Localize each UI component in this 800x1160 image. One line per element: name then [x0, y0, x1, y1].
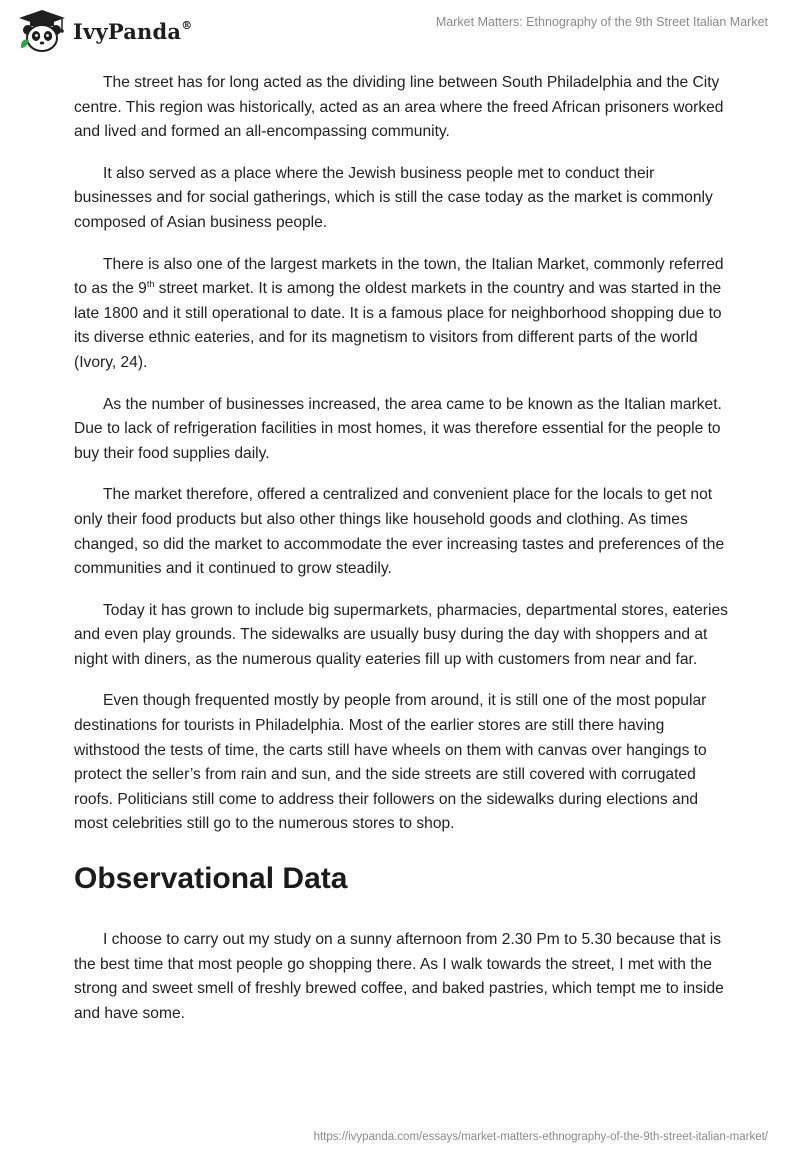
paragraph-2: It also served as a place where the Jewish business people met to conduct their businesses and for social gatherings, which is still the case today as the market is commonly composed of Asian business people. [74, 164, 713, 231]
ivypanda-logo[interactable] [16, 8, 192, 54]
registered-mark: ® [181, 18, 193, 32]
brand-wordmark: IvyPanda [73, 18, 182, 44]
source-url[interactable]: https://ivypanda.com/essays/market-matters-ethnography-of-the-9th-street-italian-market/ [313, 1131, 768, 1143]
panda-graduate-icon [16, 8, 68, 54]
paragraph-7: Even though frequented mostly by people from around, it is still one of the most popular destinations for tourists in Philadelphia. Most of the earlier stores are still there having withstood the tests of time, the carts still have wheels on them with canvas over hangings to protect the seller’s from rain and sun, and the side streets are still covered with corrugated roofs. Politicians still come to address their followers on the sidewalks during elections and most celebrities still go to the numerous stores to shop. [74, 692, 707, 833]
paragraph-1: The street has for long acted as the dividing line between South Philadelphia and the City centre. This region was historically, acted as an area where the freed African prisoners worked and lived and formed an all-encompassing community. [74, 74, 724, 141]
paragraph-6: Today it has grown to include big supermarkets, pharmacies, departmental stores, eateries and even play grounds. The sidewalks are usually busy during the day with shoppers and at night with diners, as the numerous quality eateries fill up with customers from near and far. [74, 601, 728, 668]
section-paragraph-1: I choose to carry out my study on a sunny afternoon from 2.30 Pm to 5.30 because that is the best time that most people go shopping there. As I walk towards the street, I met with the strong and sweet smell of freshly brewed coffee, and baked pastries, which tempt me to inside and have some. [74, 931, 724, 1022]
ordinal-superscript: th [146, 278, 155, 289]
paragraph-3-start: There is also one of the largest markets in the town, the Italian Market, commonly referred to as the 9 [74, 255, 724, 298]
document-title: Market Matters: Ethnography of the 9th Street Italian Market [435, 15, 768, 29]
essay-body [74, 71, 728, 1043]
paragraph-4: As the number of businesses increased, the area came to be known as the Italian market. Due to lack of refrigeration facilities in most homes, it was therefore essential for the people to buy their food supplies daily. [74, 395, 722, 462]
page-header [0, 0, 800, 64]
paragraph-5: The market therefore, offered a centralized and convenient place for the locals to get not only their food products but also other things like household goods and clothing. As times changed, so did the market to accommodate the ever increasing tastes and preferences of the communities and it continued to grow steadily. [74, 486, 725, 578]
brand-name [73, 19, 192, 44]
paragraph-3-end: street market. It is among the oldest markets in the country and was started in the late 1800 and it still operational to date. It is a famous place for neighborhood shopping due to its diverse ethnic eateries, and for its magnetism to visitors from different parts of the world (Ivory, 24). [74, 280, 722, 371]
section-heading: Observational Data [74, 862, 348, 896]
paragraph-3 [74, 253, 728, 376]
